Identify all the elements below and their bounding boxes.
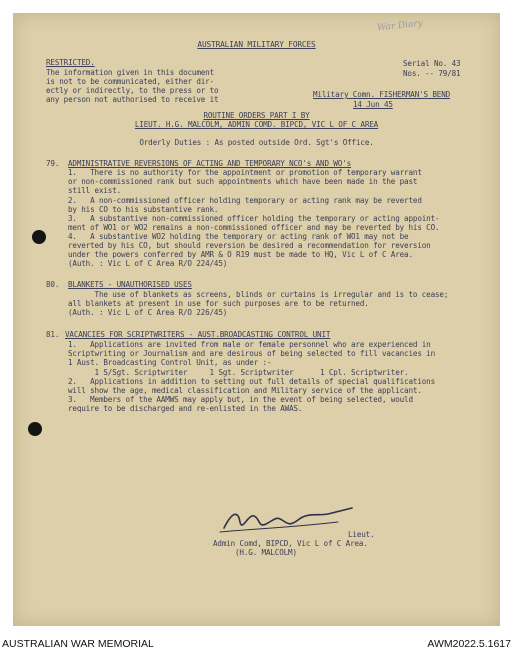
item-line: Scriptwriting or Journalism and are desirous of being selected to fill vacancies in bbox=[68, 349, 436, 358]
item-line: 3. Members of the AAMWS may apply but, in the event of being selected, would bbox=[68, 395, 413, 404]
item-number: 79. bbox=[46, 159, 60, 168]
restricted-line: ectly or indirectly, to the press or to bbox=[46, 86, 219, 95]
signature-icon bbox=[218, 502, 358, 538]
item-line: 1. Applications are invited from male or female personnel who are experienced in bbox=[68, 340, 431, 349]
item-line: still exist. bbox=[68, 186, 122, 195]
restricted-line: The information given in this document bbox=[46, 68, 215, 77]
footer-source: AUSTRALIAN WAR MEMORIAL bbox=[2, 638, 154, 650]
item-line: 2. A non-commissioned officer holding temporary or acting rank may be reverted bbox=[68, 196, 422, 205]
item-line: 4. A substantive WO2 holding the temporary or acting rank of WO1 may not be bbox=[68, 232, 409, 241]
orders-title: ROUTINE ORDERS PART I BY bbox=[203, 111, 310, 120]
item-line: The use of blankets as screens, blinds or curtains is irregular and is to cease; bbox=[68, 290, 449, 299]
order-numbers: Nos. -- 79/81 bbox=[403, 69, 461, 78]
document-date: 14 Jun 45 bbox=[353, 100, 393, 109]
item-number: 81. bbox=[46, 330, 60, 339]
item-line: will show the age, medical classification and Military service of the applicant. bbox=[68, 386, 422, 395]
item-heading: BLANKETS - UNAUTHORISED USES bbox=[68, 280, 192, 289]
item-line: reverted by his CO, but should reversion be desired a recommendation for reversion bbox=[68, 241, 431, 250]
footer-catalogue-number: AWM2022.5.1617 bbox=[427, 638, 511, 650]
item-line: ment of WO1 or WO2 remains a non-commissioned officer and may be reverted by his CO. bbox=[68, 223, 440, 232]
item-line: all blankets at present in use for such purposes are to be returned. bbox=[68, 299, 369, 308]
signature-title: Admin Comd, BIPCD, Vic L of C Area. bbox=[213, 539, 368, 548]
item-line: 1 S/Sgt. Scriptwriter 1 Sgt. Scriptwriter 1 Cpl. Scriptwriter. bbox=[68, 368, 409, 377]
handwritten-note: War Diary bbox=[376, 18, 424, 34]
restricted-line: any person not authorised to receive it bbox=[46, 95, 219, 104]
item-heading: VACANCIES FOR SCRIPTWRITERS - AUST.BROADCASTING CONTROL UNIT bbox=[65, 330, 331, 339]
item-authority: (Auth. : Vic L of C Area R/O 226/45) bbox=[68, 308, 228, 317]
item-authority: (Auth. : Vic L of C Area R/O 224/45) bbox=[68, 259, 228, 268]
signature-rank: Lieut. bbox=[348, 530, 375, 539]
item-line: require to be discharged and re-enlisted in the AWAS. bbox=[68, 404, 303, 413]
item-line: by his CO to his substantive rank. bbox=[68, 205, 219, 214]
orderly-duties: Orderly Duties : As posted outside Ord. Sgt's Office. bbox=[139, 138, 374, 147]
document-title: AUSTRALIAN MILITARY FORCES bbox=[197, 40, 316, 49]
item-line: 2. Applications in addition to setting out full details of special qualifications bbox=[68, 377, 436, 386]
punch-hole-bottom bbox=[28, 422, 42, 436]
item-line: 1 Aust. Broadcasting Control Unit, as under :- bbox=[68, 358, 272, 367]
serial-number: Serial No. 43 bbox=[403, 59, 461, 68]
command-location: Military Comn. FISHERMAN'S BEND bbox=[313, 90, 451, 99]
item-line: under the powers conferred by AMR & O R19 must be made to HQ, Vic L of C Area. bbox=[68, 250, 413, 259]
punch-hole-top bbox=[32, 230, 46, 244]
orders-authority: LIEUT. H.G. MALCOLM, ADMIN COMD. BIPCD, VIC L OF C AREA bbox=[134, 120, 379, 129]
document-page bbox=[13, 13, 500, 626]
item-line: 1. There is no authority for the appointment or promotion of temporary warrant bbox=[68, 168, 422, 177]
restricted-line: is not to be communicated, either dir- bbox=[46, 77, 215, 86]
item-heading: ADMINISTRATIVE REVERSIONS OF ACTING AND TEMPORARY NCO's AND WO's bbox=[68, 159, 351, 168]
item-line: 3. A substantive non-commissioned officer holding the temporary or acting appoint- bbox=[68, 214, 440, 223]
item-line: or non-commissioned rank but such appointments which have been made in the past bbox=[68, 177, 418, 186]
restricted-heading: RESTRICTED. bbox=[46, 58, 95, 67]
item-number: 80. bbox=[46, 280, 60, 289]
signature-name: (H.G. MALCOLM) bbox=[235, 548, 297, 557]
